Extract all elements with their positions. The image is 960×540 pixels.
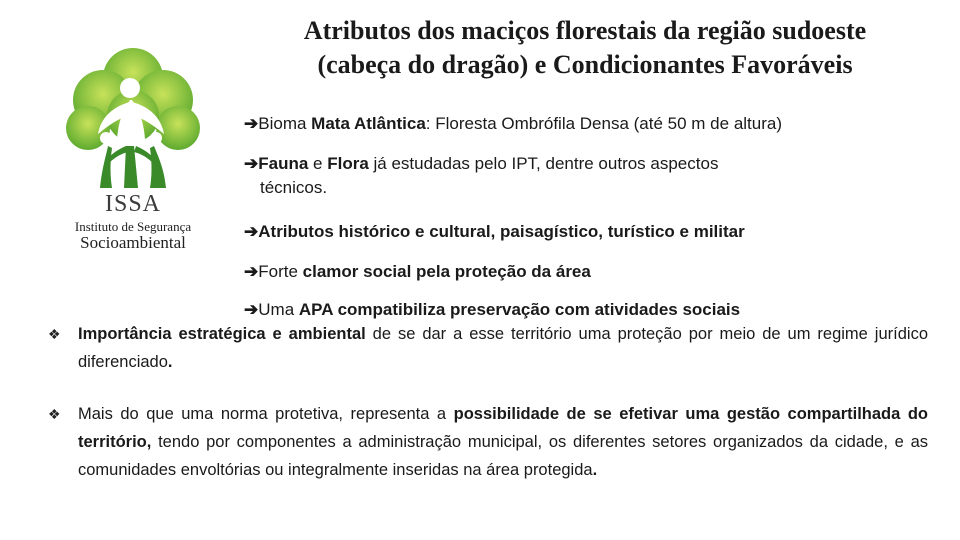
text-run: já estudadas pelo IPT, dentre outros aspectos [368,154,719,173]
bullet-item [48,320,928,376]
text-run: Flora [327,154,369,173]
text-run: . [592,461,598,479]
diamond-bullet-icon: ❖ [48,406,61,422]
text-run: : Floresta Ombrófila Densa (até 50 m de altura) [425,114,782,133]
text-run: Forte [258,262,303,281]
arrow-item [244,298,740,322]
text-run: Fauna [258,154,309,173]
text-run: e [308,154,328,173]
issa-logo [48,38,218,258]
arrow-item [244,260,591,284]
logo-subtitle-1: Instituto de Segurança [74,219,192,234]
text-run: APA compatibiliza preservação com atividades sociais [298,300,741,319]
arrow-item [244,220,745,244]
text-run: possibilidade de se efetivar uma gestão compartilhada do território, [78,405,928,451]
text-run: Mata Atlântica [311,114,426,133]
tree-logo-icon [48,38,218,198]
text-run: tendo por componentes a administração municipal, os diferentes setores organizados da cidade, e as comunidades envoltórias ou integralmente inseridas na área protegida [78,433,928,479]
logo-subtitle-2: Socioambiental [80,233,186,252]
bullet-item [48,400,928,484]
text-run: clamor social pela proteção da área [302,262,591,281]
slide-title [245,14,925,82]
arrow-icon: ➔ [244,300,259,319]
arrow-icon: ➔ [244,262,259,281]
logo-issa-text: ISSA [104,191,162,217]
text-run: Mais do que uma norma protetiva, representa a [78,405,454,423]
arrow-icon: ➔ [244,222,259,241]
bullet-text [78,400,928,484]
text-run: Atributos histórico e cultural, paisagístico, turístico e militar [258,222,745,241]
bullet-text [78,320,928,376]
text-run: Bioma [258,114,312,133]
diamond-bullet-icon: ❖ [48,326,61,342]
arrow-icon: ➔ [244,154,259,173]
text-run: . [167,353,173,371]
title-line-2: (cabeça do dragão) e Condicionantes Favoráveis [317,50,853,79]
arrow-item [244,112,782,136]
arrow-icon: ➔ [244,114,259,133]
text-run: Importância estratégica e ambiental [78,325,366,343]
arrow-item-continuation: técnicos. [260,178,328,197]
arrow-item [244,152,718,200]
title-line-1: Atributos dos maciços florestais da região sudoeste [303,16,867,45]
text-run: Uma [258,300,299,319]
text-run: de se dar a esse território uma proteção por meio de um regime jurídico diferenciado [78,325,928,371]
